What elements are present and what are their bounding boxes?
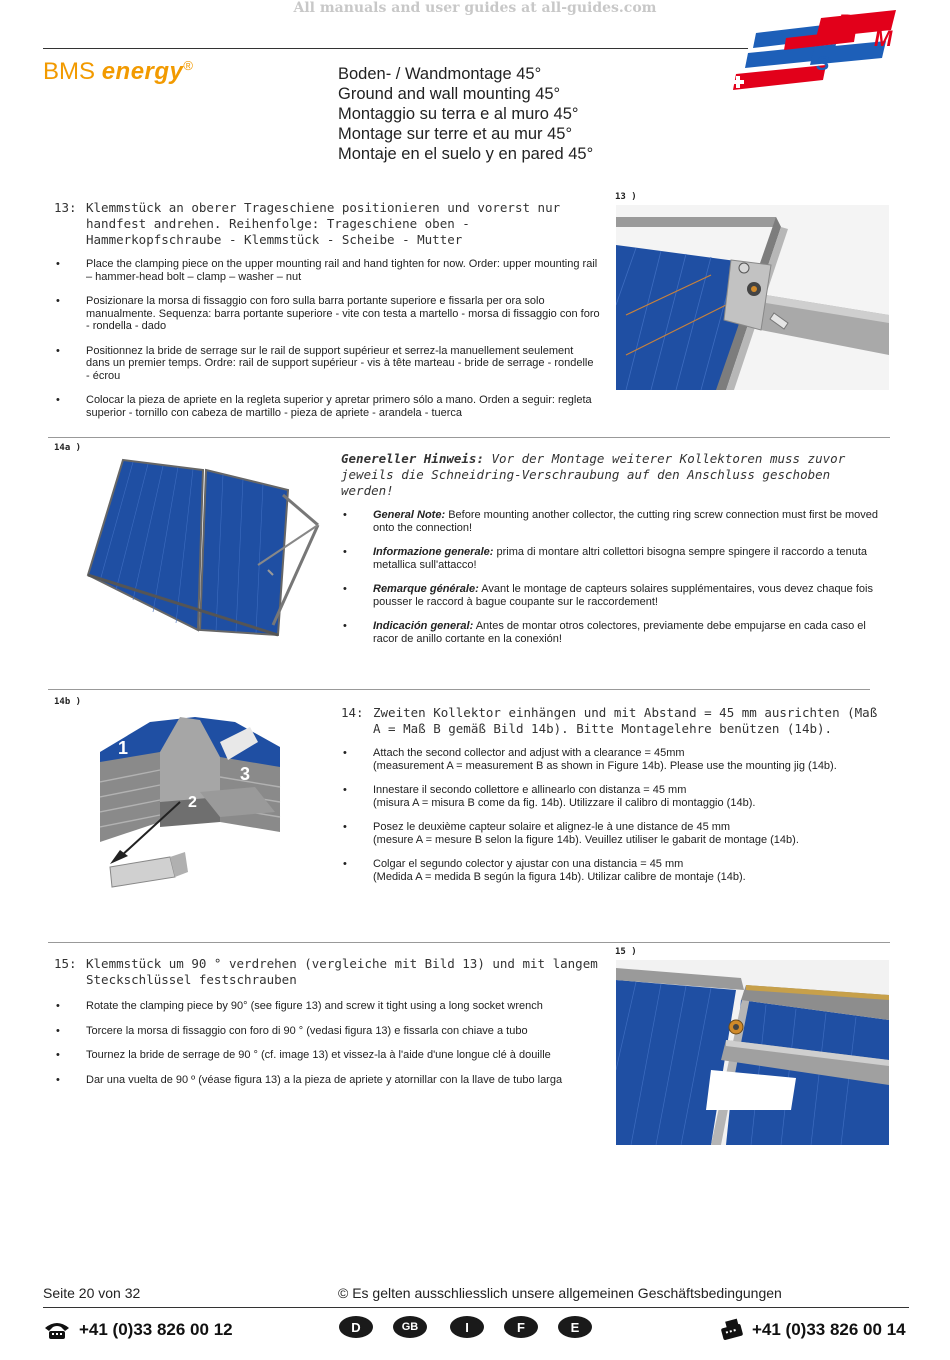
step-15-bullet-it: • Torcere la morsa di fissaggio con foro di 90 ° (vedasi figura 13) e fissarla con chiave a tubo bbox=[54, 1025, 600, 1038]
separator-14a bbox=[48, 437, 890, 438]
logo-registered: ® bbox=[183, 58, 193, 73]
step-14-number: 14: bbox=[341, 705, 364, 720]
fig-14b-label: 14b ) bbox=[54, 697, 82, 707]
language-it: I bbox=[450, 1316, 484, 1338]
step-14-bullet-en-line2: (measurement A = measurement B as shown in Figure 14b). Please use the mounting jig (14b). bbox=[373, 759, 837, 772]
step-13-bullet-it: • Posizionare la morsa di fissaggio con foro sulla barra portante superiore e fissarla per ora solo manualmente. Sequenza: barra portante superiore - vite con testa a martello - morsa di fissaggio con foro - rondella - dado bbox=[54, 295, 600, 333]
fig-13-label: 13 ) bbox=[615, 192, 637, 202]
step-14-bullet-es bbox=[341, 858, 889, 883]
watermark-text: All manuals and user guides at all-guides.com bbox=[293, 0, 657, 16]
step-15-number: 15: bbox=[54, 956, 77, 971]
step-15-heading bbox=[54, 956, 600, 988]
title-line-it: Montaggio su terra e al muro 45° bbox=[338, 105, 579, 123]
separator-15 bbox=[48, 942, 890, 943]
hint-heading bbox=[341, 451, 889, 499]
step-13-text bbox=[54, 200, 600, 431]
step-13-number: 13: bbox=[54, 200, 77, 215]
step-15-bullet-es: • Dar una vuelta de 90 º (véase figura 13) a la pieza de apriete y atornillar con la llave de tubo larga bbox=[54, 1074, 600, 1087]
figure-13-image bbox=[616, 205, 889, 390]
language-de: D bbox=[339, 1316, 373, 1338]
fig-14a-label: 14a ) bbox=[54, 443, 82, 453]
step-14-bullet-es-line2: (Medida A = medida B según la figura 14b). Utilizar calibre de montaje (14b). bbox=[373, 870, 746, 883]
language-es: E bbox=[558, 1316, 592, 1338]
telephone-icon bbox=[43, 1320, 71, 1340]
step-15-bullet-en: • Rotate the clamping piece by 90° (see figure 13) and screw it tight using a long socket wrench bbox=[54, 1000, 600, 1013]
hint-title: Genereller Hinweis: bbox=[341, 451, 484, 466]
phone-number: +41 (0)33 826 00 12 bbox=[79, 1320, 233, 1339]
figure-14a-image bbox=[78, 455, 328, 640]
hint-item-es bbox=[341, 620, 889, 645]
fig-14b-marker-1: 1 bbox=[118, 738, 129, 758]
figure-15-image bbox=[616, 960, 889, 1145]
step-14-bullet-it-line2: (misura A = misura B come da fig. 14b). Utilizzare il calibro di montaggio (14b). bbox=[373, 796, 756, 809]
step-14-bullet-fr bbox=[341, 821, 889, 846]
hint-item-it bbox=[341, 546, 889, 571]
step-14-heading-text: Zweiten Kollektor einhängen und mit Abstand = 45 mm ausrichten (Maß A = Maß B gemäß Bild 14b). Bitte Montagelehre benützen (14b). bbox=[373, 705, 878, 736]
fig-14b-marker-3: 3 bbox=[240, 764, 251, 784]
bms-swiss-badge bbox=[726, 8, 906, 96]
hint-item-en-text: Before mounting another collector, the cutting ring screw connection must first be moved onto the connection! bbox=[373, 509, 879, 534]
hint-item-fr-label: Remarque générale: bbox=[373, 583, 479, 595]
bms-energy-logo bbox=[43, 58, 193, 86]
step-14-bullet-fr-line2: (mesure A = mesure B selon la figure 14b). Veuillez utiliser le gabarit de montage (14b). bbox=[373, 833, 799, 846]
hint-item-en-label: General Note: bbox=[373, 509, 446, 521]
page-number: Seite 20 von 32 bbox=[43, 1285, 141, 1301]
general-hint-block bbox=[341, 451, 889, 657]
hint-text: Vor der Montage weiterer Kollektoren muss zuvor jeweils die Schneidring-Verschraubung auf den Anschluss geschoben werden! bbox=[341, 451, 846, 498]
logo-energy: energy bbox=[101, 58, 184, 85]
hint-item-es-label: Indicación general: bbox=[373, 620, 474, 632]
language-fr: F bbox=[504, 1316, 538, 1338]
hint-item-fr-text: Avant le montage de capteurs solaires supplémentaires, vous devez chaque fois pousser le raccord à bague coupante sur le raccordement! bbox=[373, 583, 873, 608]
badge-stripes bbox=[733, 10, 896, 90]
step-13-heading-text: Klemmstück an oberer Trageschiene positionieren und vorerst nur handfest andrehen. Reihenfolge: Trageschiene oben - Hammerkopfschraube - Klemmstück - Scheibe - Mutter bbox=[86, 200, 561, 247]
fax-icon bbox=[718, 1318, 746, 1340]
badge-letter-s: S bbox=[816, 53, 830, 75]
fig-15-label: 15 ) bbox=[615, 947, 637, 957]
step-15-heading-text: Klemmstück um 90 ° verdrehen (vergleiche mit Bild 13) und mit langem Steckschlüssel festschrauben bbox=[86, 956, 598, 987]
header-rule bbox=[43, 48, 748, 49]
hint-item-en bbox=[341, 509, 889, 534]
footer-rule bbox=[43, 1307, 909, 1308]
title-line-en: Ground and wall mounting 45° bbox=[338, 85, 561, 103]
page-title-block bbox=[338, 64, 593, 164]
separator-14b bbox=[48, 689, 870, 690]
logo-brand: BMS bbox=[43, 58, 96, 85]
step-15-text bbox=[54, 956, 600, 1098]
title-line-de: Boden- / Wandmontage 45° bbox=[338, 65, 542, 83]
step-14-heading bbox=[341, 705, 889, 737]
step-14-text bbox=[341, 705, 889, 895]
step-14-bullet-en bbox=[341, 747, 889, 772]
step-13-heading bbox=[54, 200, 600, 248]
hint-item-fr bbox=[341, 583, 889, 608]
hint-item-es-text: Antes de montar otros colectores, previamente debe empujarse en cada caso el racor de anillo cortante en la conexión! bbox=[373, 620, 866, 645]
step-13-bullet-fr: • Positionnez la bride de serrage sur le rail de support supérieur et serrez-la manuellement seulement dans un premier temps. Ordre: rail de support supérieur - vis à tête marteau - bride de serrage - rondelle - écrou bbox=[54, 345, 600, 383]
title-line-fr: Montage sur terre et au mur 45° bbox=[338, 125, 573, 143]
step-14-bullet-es-line1: • Colgar el segundo colector y ajustar con una distancia = 45 mm bbox=[373, 858, 684, 870]
hint-item-it-text: prima di montare altri collettori bisogna sempre spingere il raccordo a tenuta metallica sull'attacco! bbox=[373, 546, 867, 571]
language-gb: GB bbox=[393, 1316, 427, 1338]
step-13-bullet-en: • Place the clamping piece on the upper mounting rail and hand tighten for now. Order: upper mounting rail – hammer-head bolt – clamp – washer – nut bbox=[54, 258, 600, 283]
title-line-es: Montaje en el suelo y en pared 45° bbox=[338, 145, 594, 163]
hint-item-it-label: Informazione generale: bbox=[373, 546, 494, 558]
fig-14b-marker-2: 2 bbox=[188, 794, 197, 811]
badge-letter-b: B bbox=[838, 10, 854, 35]
step-15-bullet-fr: • Tournez la bride de serrage de 90 ° (cf. image 13) et vissez-la à l'aide d'une longue clé à douille bbox=[54, 1049, 600, 1062]
step-14-bullet-it-line1: • Innestare il secondo collettore e allinearlo con distanza = 45 mm bbox=[373, 784, 687, 796]
step-14-bullet-fr-line1: • Posez le deuxième capteur solaire et alignez-le à une distance de 45 mm bbox=[373, 821, 731, 833]
figure-14b-image bbox=[100, 712, 330, 892]
copyright-notice: © Es gelten ausschliesslich unsere allgemeinen Geschäftsbedingungen bbox=[338, 1285, 782, 1301]
badge-letter-m: M bbox=[874, 26, 893, 51]
step-14-bullet-it bbox=[341, 784, 889, 809]
step-14-bullet-en-line1: • Attach the second collector and adjust with a clearance = 45mm bbox=[373, 747, 685, 759]
step-13-bullet-es: • Colocar la pieza de apriete en la regleta superior y apretar primero sólo a mano. Orden a seguir: regleta superior - tornillo con cabeza de martillo - pieza de apriete - arandela - tuerca bbox=[54, 394, 600, 419]
fax-number: +41 (0)33 826 00 14 bbox=[752, 1320, 906, 1339]
